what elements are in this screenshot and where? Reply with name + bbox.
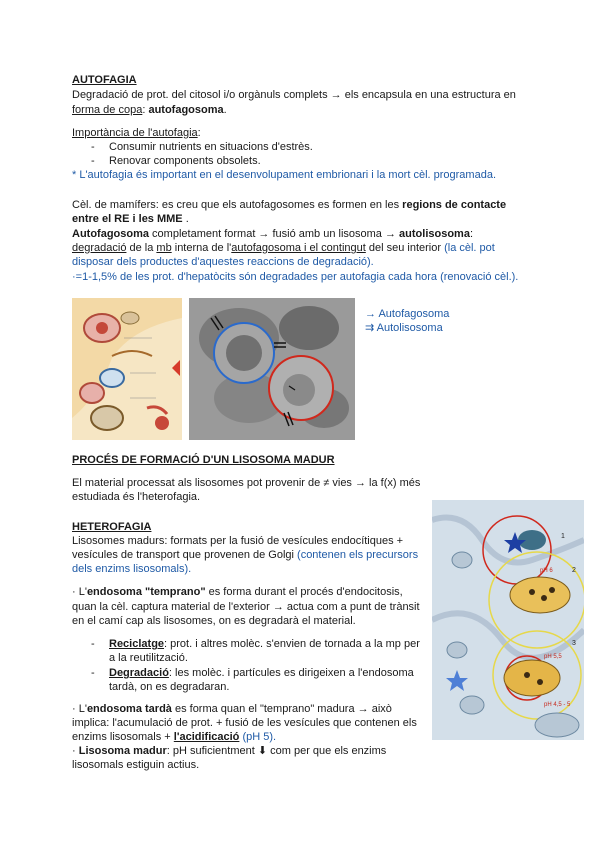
importancia-item-2: Renovar components obsolets. [109, 155, 261, 167]
importancia-item-1: Consumir nutrients en situacions d'estrès. [109, 141, 313, 153]
endosoma-tarda-line1: · L'endosoma tardà es forma quan el "temprano" madura → això [72, 703, 392, 715]
endosoma-temprano-line2: quan la cèl. captura material de l'exterior → actua com a punt de trànsit [72, 601, 420, 613]
heterofagia-line3: dels enzims lisosomals). [72, 563, 192, 575]
dash-3: - [91, 638, 95, 650]
ph45-label: pH 4,5 - 5 [544, 702, 571, 708]
mamifers-line1: Cèl. de mamífers: es creu que els autofagosomes es formen en les regions de contacte [72, 199, 507, 211]
endosoma-temprano-line1: · L'endosoma "temprano" es forma durant el procés d'endocitosis, [72, 586, 403, 598]
heterofagia-line1: Lisosomes madurs: formats per la fusió de vesícules endocítiques + [72, 535, 404, 547]
stage-2-label: 2 [572, 567, 576, 574]
reciclatge-line2: a la reutilització. [109, 652, 188, 664]
mamifers-line2: entre el RE i les MME . [72, 213, 189, 225]
degradacio-line2: disposar dels productes d'aquestes reaccions de degradació). [72, 256, 374, 268]
degradacio-item-line2: tardà, on es degradaran. [109, 681, 230, 693]
endosoma-temprano-line3: en el camí cap als lisosomes, on es degradarà el material. [72, 615, 356, 627]
legend-autofagosoma: → Autofagosoma [365, 308, 450, 320]
proces-line1: El material processat als lisosomes pot provenir de ≠ vies → la f(x) més [72, 477, 421, 489]
reciclatge-line1: Reciclatge: prot. i altres molèc. s'envien de tornada a la mp per [109, 638, 420, 650]
autofagia-def-line2: forma de copa: autofagosoma. [72, 104, 227, 116]
heterofagia-title: HETEROFAGIA [72, 521, 152, 533]
autofagia-def-line1: Degradació de prot. del citosol i/o orgànuls complets → els encapsula en una estructura en [72, 89, 516, 101]
electron-micrograph [189, 298, 355, 440]
heterofagia-line2: vesícules de transport que provenen de Golgi (contenen els precursors [72, 549, 419, 561]
autofagosoma-line: Autofagosoma completament format → fusió amb un lisosoma → autolisosoma: [72, 228, 474, 240]
dash-2: - [91, 155, 95, 167]
lisosoma-madur-line1: · Lisosoma madur: pH suficientment ⬇ com per que els enzims [72, 745, 387, 757]
ph6-label: pH 6 [540, 568, 553, 574]
importancia-heading: Importància de l'autofagia: [72, 127, 201, 139]
legend-autolisosoma: ⇉ Autolisosoma [365, 322, 443, 334]
dash-4: - [91, 667, 95, 679]
ph55-label: pH 5,5 [544, 654, 562, 660]
autophagy-diagram [72, 298, 182, 440]
lisosoma-madur-line2: lisosomals estiguin actius. [72, 759, 200, 771]
endosoma-tarda-line3: enzims lisosomals + l'acidificació (pH 5). [72, 731, 277, 743]
degradacio-line1: degradació de la mb interna de l'autofagosoma i el contingut del seu interior (la cèl. pot [72, 242, 495, 254]
endosoma-tarda-line2: implica: l'acumulació de prot. + fusió de les vesícules que contenen els [72, 717, 417, 729]
autofagia-note: * L'autofagia és important en el desenvolupament embrionari i la mort cèl. programada. [72, 169, 496, 181]
stage-3-label: 3 [572, 640, 576, 647]
proces-title: PROCÉS DE FORMACIÓ D'UN LISOSOMA MADUR [72, 454, 335, 466]
endosome-maturation-figure [432, 500, 584, 740]
hepatocits-line: ·=1-1,5% de les prot. d'hepatòcits són degradades per autofagia cada hora (renovació cèl.). [72, 271, 519, 283]
degradacio-item-line1: Degradació: les molèc. i partícules es dirigeixen a l'endosoma [109, 667, 414, 679]
autofagia-title: AUTOFAGIA [72, 74, 137, 86]
proces-line2: estudiada és l'heterofagia. [72, 491, 201, 503]
dash-1: - [91, 141, 95, 153]
stage-1-label: 1 [561, 533, 565, 540]
